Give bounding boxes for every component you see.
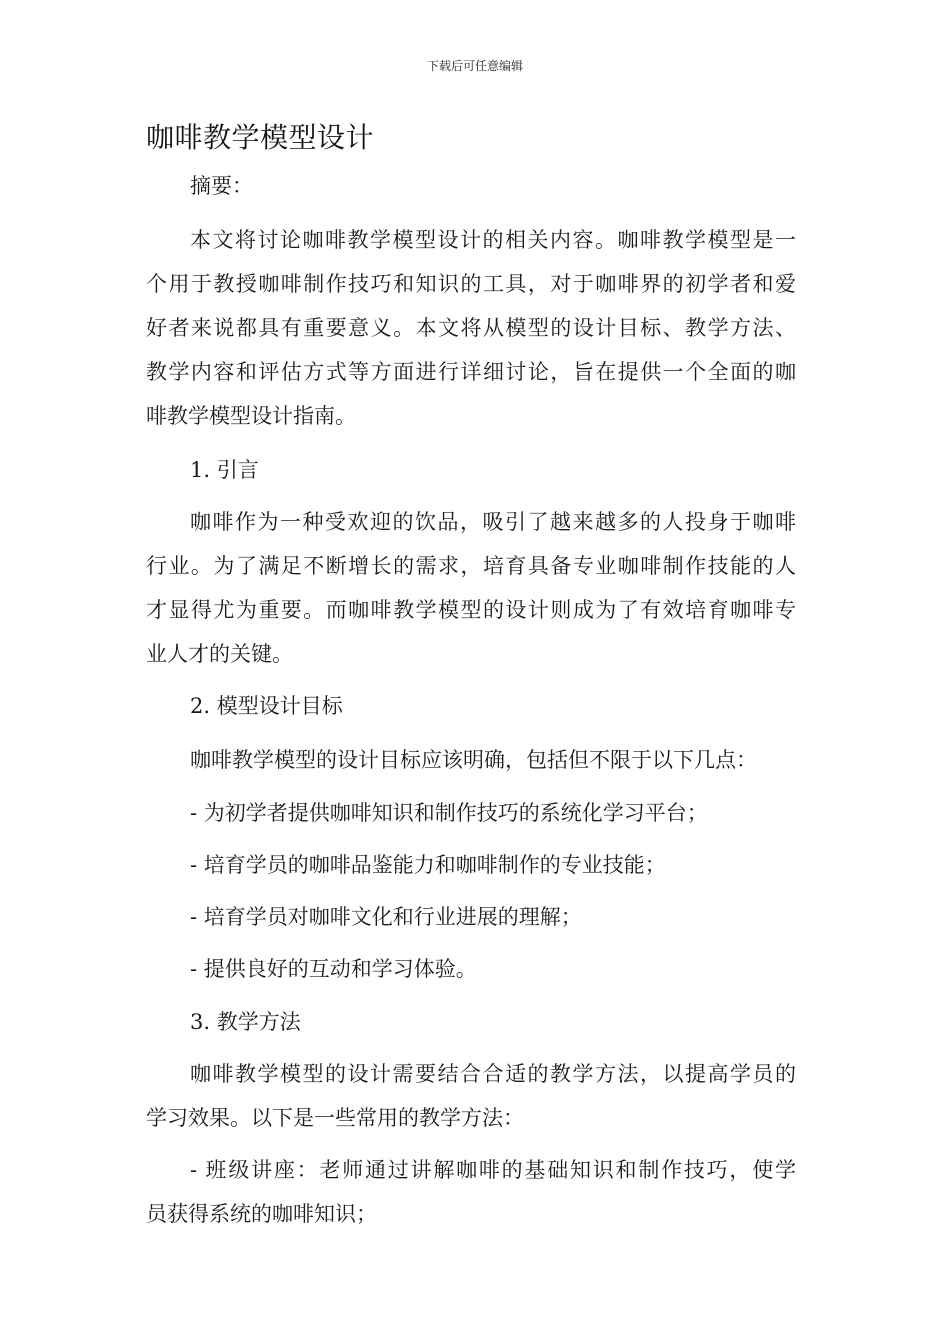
goal-item: - 提供良好的互动和学习体验。 xyxy=(190,957,477,981)
methods-line: 学习效果。以下是一些常用的教学方法： xyxy=(146,1106,524,1130)
intro-line: 业人才的关键。 xyxy=(146,642,293,666)
abstract-line: 本文将讨论咖啡教学模型设计的相关内容。咖啡教学模型是一 xyxy=(190,228,796,252)
goal-item: - 为初学者提供咖啡知识和制作技巧的系统化学习平台； xyxy=(190,801,708,825)
section-heading-methods: 3. 教学方法 xyxy=(190,1010,301,1034)
abstract-label: 摘要： xyxy=(190,174,253,198)
goal-item: - 培育学员对咖啡文化和行业进展的理解； xyxy=(190,905,582,929)
intro-line: 咖啡作为一种受欢迎的饮品，吸引了越来越多的人投身于咖啡 xyxy=(190,510,796,534)
intro-line: 行业。为了满足不断增长的需求，培育具备专业咖啡制作技能的人 xyxy=(146,554,796,578)
goals-intro: 咖啡教学模型的设计目标应该明确，包括但不限于以下几点： xyxy=(190,748,757,772)
document-title: 咖啡教学模型设计 xyxy=(146,121,375,154)
abstract-line: 教学内容和评估方式等方面进行详细讨论，旨在提供一个全面的咖 xyxy=(146,360,796,384)
abstract-line: 个用于教授咖啡制作技巧和知识的工具，对于咖啡界的初学者和爱 xyxy=(146,272,796,296)
methods-line: 咖啡教学模型的设计需要结合合适的教学方法，以提高学员的 xyxy=(190,1062,796,1086)
abstract-line: 好者来说都具有重要意义。本文将从模型的设计目标、教学方法、 xyxy=(146,316,796,340)
page-header: 下载后可任意编辑 xyxy=(426,59,523,73)
section-heading-intro: 1. 引言 xyxy=(190,458,259,482)
intro-line: 才显得尤为重要。而咖啡教学模型的设计则成为了有效培育咖啡专 xyxy=(146,598,796,622)
method-item-line: 员获得系统的咖啡知识； xyxy=(146,1202,377,1226)
goal-item: - 培育学员的咖啡品鉴能力和咖啡制作的专业技能； xyxy=(190,853,666,877)
abstract-line: 啡教学模型设计指南。 xyxy=(146,404,356,428)
method-item-line: - 班级讲座：老师通过讲解咖啡的基础知识和制作技巧，使学 xyxy=(190,1158,796,1182)
section-heading-goals: 2. 模型设计目标 xyxy=(190,694,343,718)
